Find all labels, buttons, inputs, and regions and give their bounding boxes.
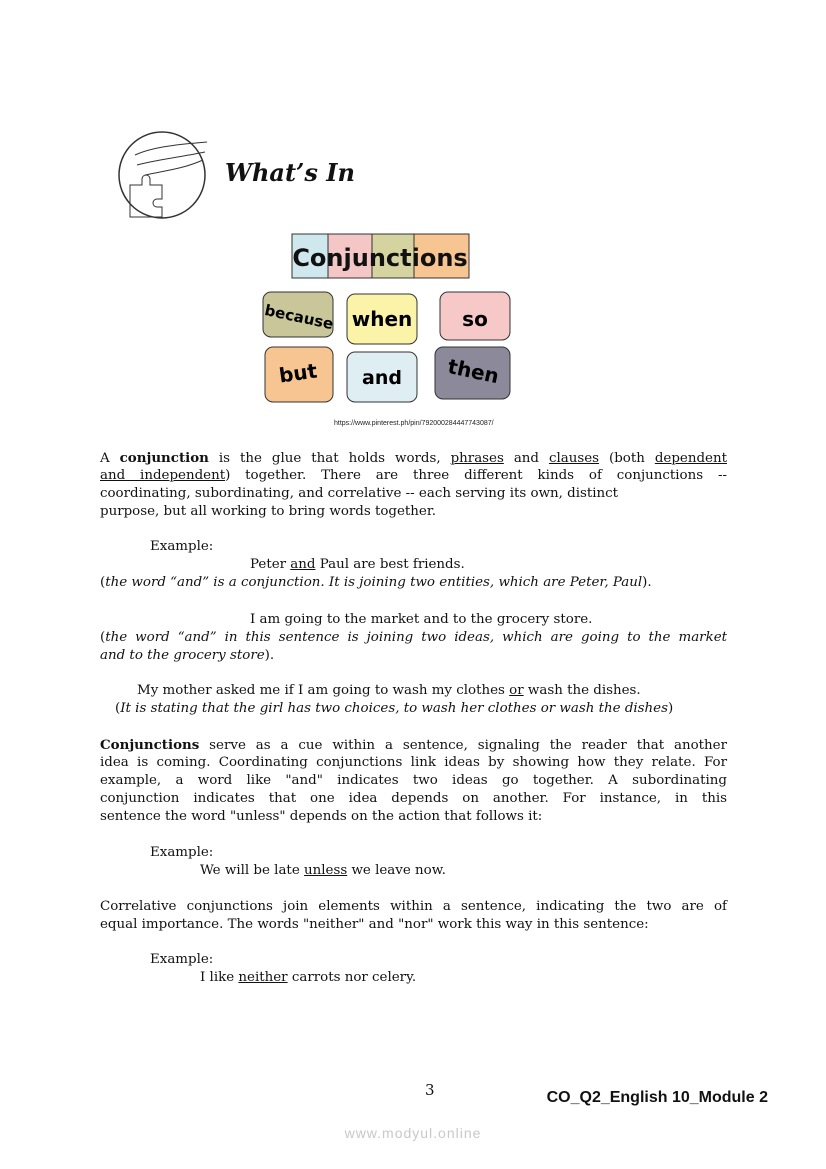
- example-sentence: Peter and Paul are best friends.: [250, 557, 465, 572]
- paragraph-2-line: sentence the word "unless" depends on the action that follows it:: [100, 809, 543, 824]
- piece-but: but: [277, 358, 319, 388]
- example-sentence: My mother asked me if I am going to wash my clothes or wash the dishes.: [137, 683, 641, 698]
- watermark: www.modyul.online: [344, 1125, 482, 1141]
- puzzle-hand-icon: [115, 130, 211, 220]
- example-note: (the word “and” in this sentence is joining two ideas, which are going to the market: [100, 630, 727, 645]
- paragraph-3-line: Correlative conjunctions join elements within a sentence, indicating the two are of: [100, 899, 727, 914]
- paragraph-1-line: coordinating, subordinating, and correlative -- each serving its own, distinct: [100, 486, 619, 501]
- example-sentence: We will be late unless we leave now.: [200, 863, 446, 878]
- example-label: Example:: [150, 952, 214, 967]
- piece-then: then: [445, 354, 502, 389]
- piece-because: because: [263, 301, 336, 334]
- example-note: (It is stating that the girl has two choices, to wash her clothes or wash the dishes): [115, 701, 674, 716]
- module-code: CO_Q2_English 10_Module 2: [546, 1089, 768, 1106]
- example-sentence: I like neither carrots nor celery.: [200, 970, 417, 985]
- image-source: https://www.pinterest.ph/pin/792000284447743087/: [334, 420, 494, 427]
- paragraph-1-line: A conjunction is the glue that holds words, phrases and clauses (both dependent: [100, 450, 727, 466]
- example-note: (the word “and” is a conjunction. It is joining two entities, which are Peter, Paul).: [100, 575, 652, 590]
- piece-so: so: [462, 307, 488, 331]
- page-number: 3: [425, 1081, 435, 1099]
- paragraph-2-line: example, a word like "and" indicates two ideas go together. A subordinating: [100, 773, 727, 788]
- example-sentence: I am going to the market and to the grocery store.: [250, 612, 593, 627]
- piece-when: when: [351, 307, 413, 331]
- section-title: What’s In: [225, 158, 355, 187]
- paragraph-2-line: conjunction indicates that one idea depends on another. For instance, in this: [100, 791, 727, 806]
- puzzle-title-word: Conjunctions: [292, 244, 468, 272]
- piece-and: and: [362, 367, 402, 389]
- example-note: and to the grocery store).: [100, 648, 275, 663]
- example-label: Example:: [150, 539, 214, 554]
- paragraph-3-line: equal importance. The words "neither" and "nor" work this way in this sentence:: [100, 917, 649, 932]
- paragraph-1-line: purpose, but all working to bring words together.: [100, 504, 437, 519]
- paragraph-2-line: idea is coming. Coordinating conjunctions link ideas by showing how they relate. For: [100, 755, 727, 770]
- paragraph-1-line: and independent) together. There are three different kinds of conjunctions --: [100, 468, 727, 483]
- conjunctions-puzzle-image: [255, 222, 520, 412]
- paragraph-2-line: Conjunctions serve as a cue within a sentence, signaling the reader that another: [100, 737, 727, 753]
- example-label: Example:: [150, 845, 214, 860]
